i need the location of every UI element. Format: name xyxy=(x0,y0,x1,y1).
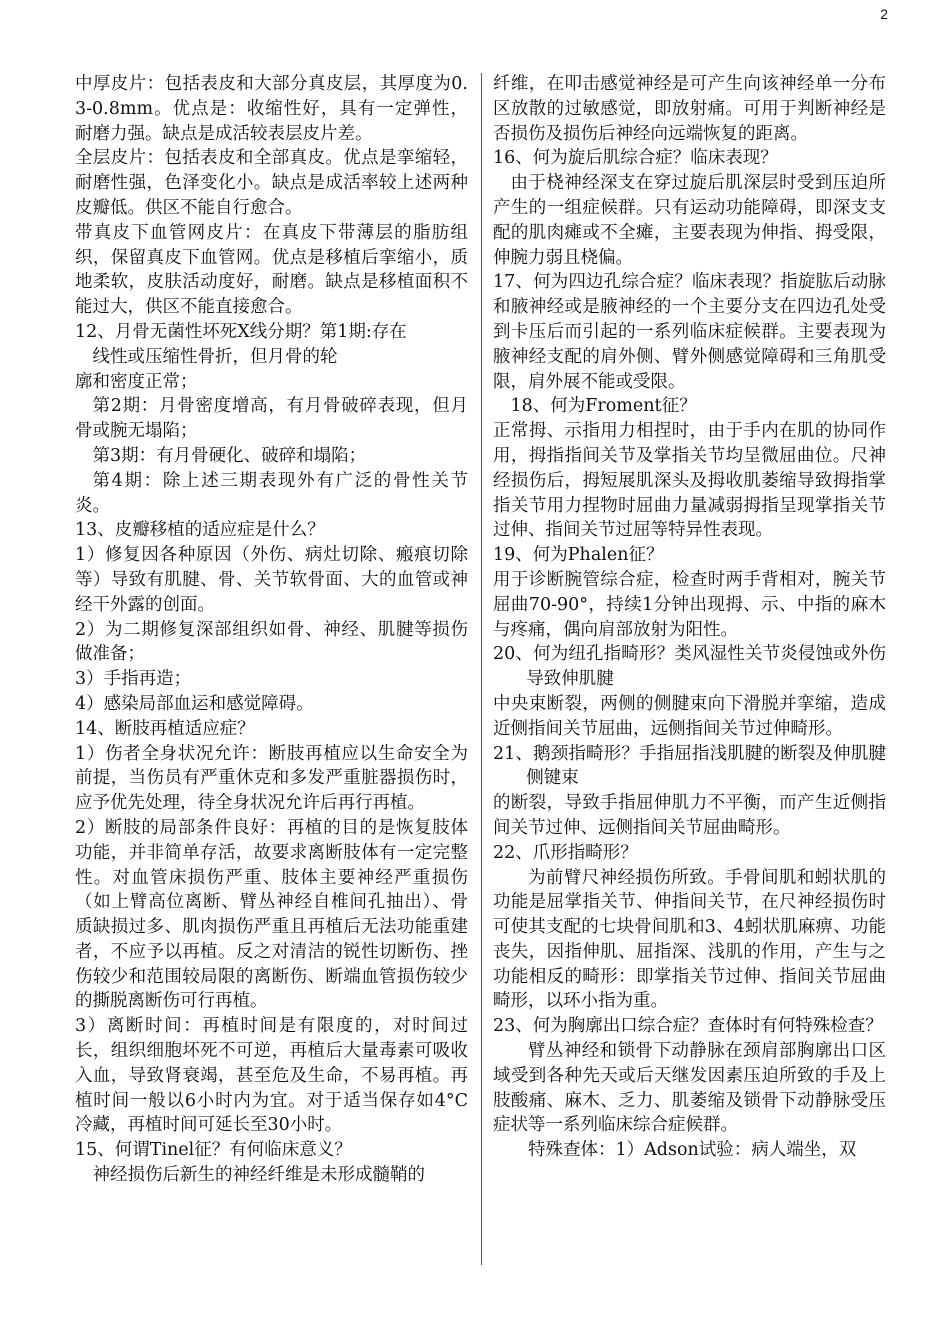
text-paragraph: 由于桡神经深支在穿过旋后肌深层时受到压迫所产生的一组症候群。只有运动功能障碍，即深支支配的肌肉瘫或不全瘫，主要表现为伸指、拇受限，伸腕力弱且桡偏。 xyxy=(493,173,886,268)
text-paragraph: 为前臂尺神经损伤所致。手骨间肌和蚓状肌的功能是屈掌指关节、伸指间关节，在尺神经损伤时可使其支配的七块骨间肌和3、4蚓状肌麻痹、功能丧失，因指伸肌、屈指深、浅肌的作用，产生与之功能相反的畸形：即掌指关节过伸、指间关节屈曲畸形，以环小指为重。 xyxy=(493,867,886,1012)
text-paragraph: 1）修复因各种原因（外伤、病灶切除、瘢痕切除等）导致有肌腱、骨、关节软骨面、大的血管或神经干外露的创面。 xyxy=(75,545,468,615)
text-paragraph: 正常拇、示指用力相捏时，由于手内在肌的协同作用，拇指指间关节及掌指关节均呈微屈曲位。尺神经损伤后，拇短展肌深头及拇收肌萎缩导致拇指掌指关节用力捏物时屈曲力量减弱拇指呈现掌指关节过伸、指间关节过屈等特异性表现。 xyxy=(493,421,886,541)
text-paragraph: 14、断肢再植适应症？ xyxy=(75,718,255,739)
text-paragraph: 15、何谓Tinel征？有何临床意义？ xyxy=(75,1140,352,1161)
text-paragraph: 19、何为Phalen征？ xyxy=(493,545,664,566)
text-paragraph: 4）感染局部血运和感觉障碍。 xyxy=(75,693,314,714)
text-paragraph: 中央束断裂，两侧的侧腱束向下滑脱并挛缩，造成近侧指间关节屈曲，远侧指间关节过伸畸形。 xyxy=(493,693,886,739)
text-paragraph: 纤维，在叩击感觉神经是可产生向该神经单一分布区放散的过敏感觉，即放射痛。可用于判断神经是否损伤及损伤后神经向远端恢复的距离。 xyxy=(493,74,886,144)
text-paragraph: 3）手指再造； xyxy=(75,669,192,690)
text-paragraph: 22、爪形指畸形？ xyxy=(493,842,638,863)
right-text-column xyxy=(493,72,886,1272)
text-paragraph: 1）伤者全身状况允许：断肢再植应以生命安全为前提，当伤员有严重休克和多发严重脏器损伤时，应予优先处理，待全身状况允许后再行再植。 xyxy=(75,743,468,814)
text-paragraph: 3）离断时间：再植时间是有限度的，对时间过长，组织细胞坏死不可逆，再植后大量毒素可吸收入血，导致肾衰竭，甚至危及生命，不易再植。再植时间一般以6小时内为宜。对于适当保存如4°C冷藏，再植时间可延长至30小时。 xyxy=(75,1016,468,1136)
text-paragraph: 的断裂，导致手指屈伸肌力不平衡，而产生近侧指间关节过伸、远侧指间关节屈曲畸形。 xyxy=(493,793,886,838)
text-paragraph: 神经损伤后新生的神经纤维是未形成髓鞘的 xyxy=(92,1165,425,1186)
text-paragraph: 臂丛神经和锁骨下动静脉在颈肩部胸廓出口区域受到各种先天或后天继发因素压迫所致的手及上肢酸痛、麻木、乏力、肌萎缩及锁骨下动静脉受压症状等一系列临床综合症候群。 xyxy=(493,1041,886,1136)
page-number: 2 xyxy=(880,6,888,22)
text-paragraph: 2）为二期修复深部组织如骨、神经、肌腱等损伤做准备； xyxy=(75,619,468,665)
text-paragraph: 16、何为旋后肌综合症？临床表现？ xyxy=(493,148,778,169)
text-paragraph: 20、何为纽孔指畸形？类风湿性关节炎侵蚀或外伤导致伸肌腱 xyxy=(493,644,886,690)
text-paragraph: 13、皮瓣移植的适应症是什么？ xyxy=(75,520,325,541)
text-paragraph: 23、何为胸廓出口综合症？查体时有何特殊检查？ xyxy=(493,1016,883,1037)
text-paragraph: 用于诊断腕管综合症，检查时两手背相对，腕关节屈曲70-90°，持续1分钟出现拇、示、中指的麻木与疼痛，偶向肩部放射为阳性。 xyxy=(493,569,886,640)
text-paragraph: 带真皮下血管网皮片：在真皮下带薄层的脂肪组织，保留真皮下血管网。优点是移植后挛缩小，质地柔软，皮肤活动度好，耐磨。缺点是移植面积不能过大，供区不能直接愈合。 xyxy=(75,222,468,318)
text-paragraph: 18、何为Froment征？ xyxy=(510,396,697,417)
text-paragraph: 2）断肢的局部条件良好：再植的目的是恢复肢体功能，并非简单存活，故要求离断肢体有一定完整性。对血管床损伤严重、肢体主要神经严重损伤（如上臂高位离断、臂丛神经自椎间孔抽出）、骨质缺损过多、肌肉损伤严重且再植后无法功能重建者，不应予以再植。反之对清洁的锐性切断伤、挫伤较少和范围较局限的离断伤、断端血管损伤较少的撕脱离断伤可行再植。 xyxy=(75,817,468,1012)
column-divider xyxy=(481,73,482,1265)
text-paragraph: 21、鹅颈指畸形？手指屈指浅肌腱的断裂及伸肌腱侧键束 xyxy=(493,743,886,789)
text-paragraph: 17、何为四边孔综合症？临床表现？指旋肱后动脉和腋神经或是腋神经的一个主要分支在四边孔处受到卡压后而引起的一系列临床症候群。主要表现为腋神经支配的肩外侧、臂外侧感觉障碍和三角肌受限，肩外展不能或受限。 xyxy=(493,272,886,392)
text-paragraph: 第3期：有月骨硬化、破碎和塌陷； xyxy=(92,445,367,466)
text-paragraph: 中厚皮片：包括表皮和大部分真皮层，其厚度为0.3-0.8mm。优点是：收缩性好，具有一定弹性，耐磨力强。缺点是成活较表层皮片差。 xyxy=(75,74,468,144)
text-paragraph: 线性或压缩性骨折，但月骨的轮 xyxy=(92,346,338,367)
text-paragraph: 第4期：除上述三期表现外有广泛的骨性关节炎。 xyxy=(75,470,468,516)
left-text-column xyxy=(75,72,468,1272)
text-paragraph: 12、月骨无菌性坏死X线分期？第1期:存在 xyxy=(75,321,407,342)
text-paragraph: 廓和密度正常； xyxy=(75,371,198,392)
text-paragraph: 特殊查体：1）Adson试验：病人端坐，双 xyxy=(528,1140,857,1161)
text-paragraph: 第2期：月骨密度增高，有月骨破碎表现，但月骨或腕无塌陷； xyxy=(75,396,468,442)
text-paragraph: 全层皮片：包括表皮和全部真皮。优点是挛缩轻，耐磨性强，色泽变化小。缺点是成活率较上述两种皮瓣低。供区不能自行愈合。 xyxy=(75,148,468,218)
